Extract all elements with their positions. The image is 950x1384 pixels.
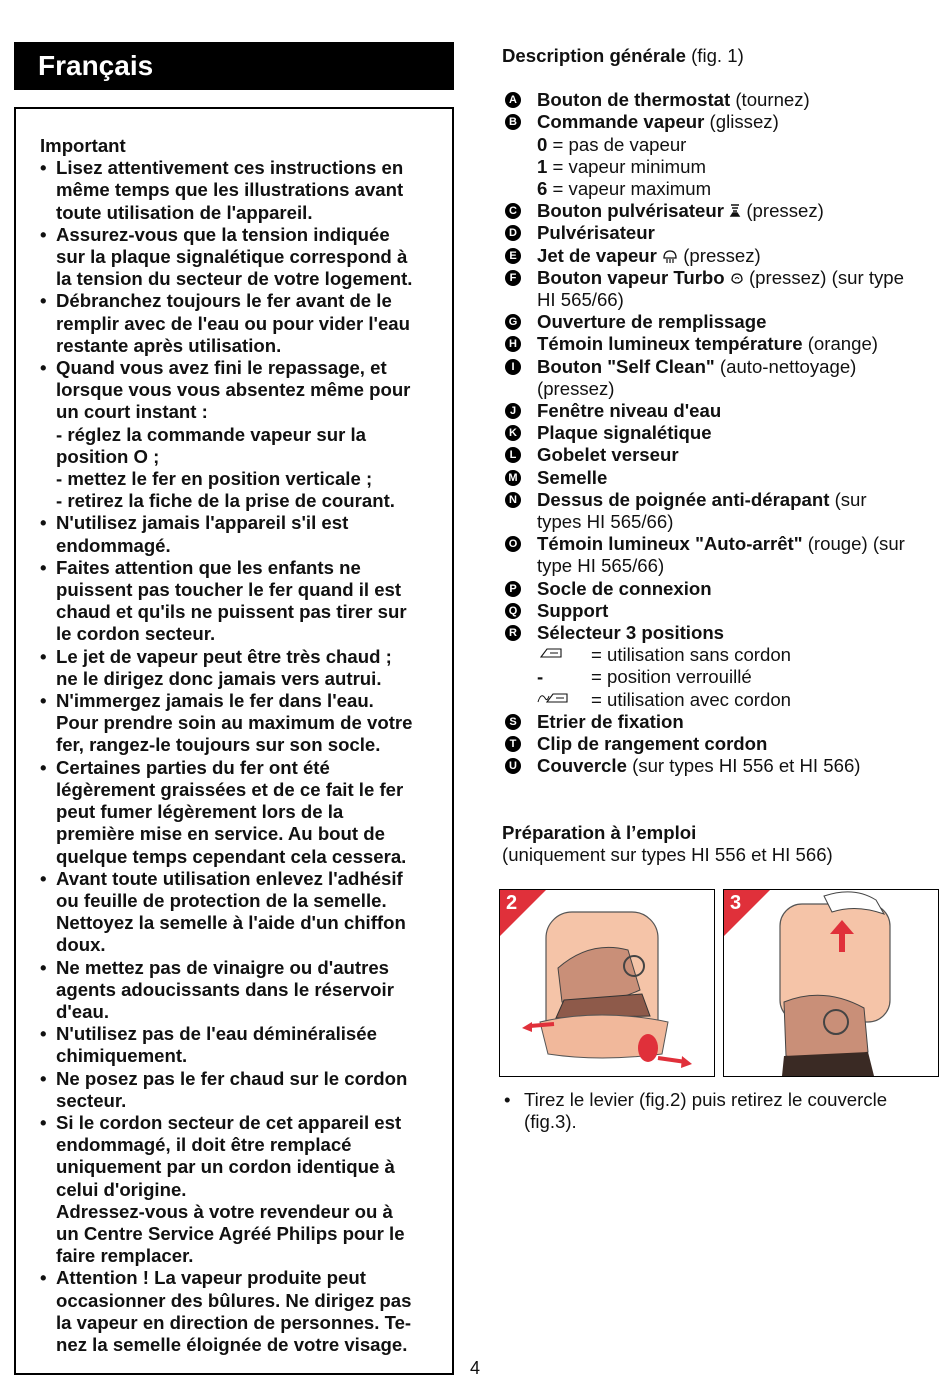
figure-3 <box>723 889 939 1077</box>
steam-level-text: = pas de vapeur <box>547 133 687 155</box>
component-letter-badge: R <box>505 625 521 641</box>
important-item-line: • Faites attention que les enfants ne <box>56 556 361 578</box>
component-line <box>537 422 942 444</box>
component-note: (sur types HI 556 et HI 566) <box>626 755 861 777</box>
component-item <box>502 489 942 533</box>
important-item-line: même temps que les illustrations avant <box>56 179 404 201</box>
component-letter-badge: U <box>505 758 521 774</box>
important-item-line: toute utilisation de l'appareil. <box>56 201 313 223</box>
selector-position <box>537 644 942 666</box>
component-letter-badge: A <box>505 92 521 108</box>
important-item-line: chaud et qu'ils ne puissent pas tirer sur <box>56 601 407 623</box>
steam-level-key: 6 <box>537 178 548 200</box>
important-item-line: restante après utilisation. <box>56 334 282 356</box>
important-list <box>40 157 432 1356</box>
important-item-line: occasionner des bûlures. Ne dirigez pas <box>56 1289 412 1311</box>
important-item <box>40 557 432 646</box>
component-letter-badge: S <box>505 714 521 730</box>
component-label: Bouton pulvérisateur <box>537 200 724 222</box>
preparation-section <box>502 822 942 866</box>
component-line <box>537 200 942 222</box>
important-item <box>40 868 432 957</box>
important-item <box>40 690 432 757</box>
component-letter-badge: T <box>505 736 521 752</box>
important-item-line: la vapeur en direction de personnes. Te- <box>56 1311 412 1333</box>
important-item <box>40 1112 432 1267</box>
steam-level-key: 0 <box>537 133 548 155</box>
important-item-line: position O ; <box>56 445 160 467</box>
important-item-line: agents adoucissants dans le réservoir <box>56 978 394 1000</box>
selector-position-text: = utilisation sans cordon <box>591 644 792 666</box>
component-line <box>537 356 942 378</box>
component-item <box>502 444 942 466</box>
component-note: (tournez) <box>730 89 810 111</box>
component-label: Support <box>537 599 609 621</box>
component-item <box>502 467 942 489</box>
component-item <box>502 333 942 355</box>
component-line <box>537 111 942 133</box>
component-note: (pressez) <box>741 200 824 222</box>
component-item <box>502 200 942 222</box>
component-line <box>537 267 942 289</box>
component-item <box>502 533 942 577</box>
component-note: (glissez) <box>704 111 779 133</box>
selector-position-text: = position verrouillé <box>591 666 752 688</box>
component-label: Bouton "Self Clean" <box>537 355 715 377</box>
important-item-line: peut fumer légèrement lors de la <box>56 801 344 823</box>
important-item-line: celui d'origine. <box>56 1178 187 1200</box>
selector-position <box>537 666 942 688</box>
component-letter-badge: Q <box>505 603 521 619</box>
component-letter-badge: K <box>505 425 521 441</box>
important-item-line: le cordon secteur. <box>56 623 216 645</box>
component-label: Jet de vapeur <box>537 244 657 266</box>
steam-level-text: = vapeur maximum <box>547 178 712 200</box>
component-note: (sur <box>829 488 867 510</box>
important-item-line: - retirez la fiche de la prise de courant. <box>56 490 395 512</box>
important-item-line: • Avant toute utilisation enlevez l'adhésif <box>56 867 403 889</box>
component-item <box>502 267 942 311</box>
component-item <box>502 111 942 200</box>
important-item <box>40 1023 432 1067</box>
spray-icon <box>724 200 741 221</box>
important-item-line: • N'immergez jamais le fer dans l'eau. <box>56 690 374 712</box>
component-label: Semelle <box>537 466 608 488</box>
component-letter-badge: B <box>505 114 521 130</box>
steam-level <box>537 134 942 156</box>
component-note-continued: type HI 565/66) <box>537 555 665 577</box>
component-letter-badge: D <box>505 225 521 241</box>
component-label: Bouton de thermostat <box>537 89 731 111</box>
component-line <box>537 578 942 600</box>
important-item-line: lorsque vous vous absentez même pour <box>56 379 411 401</box>
important-item-line: ne le dirigez donc jamais vers autrui. <box>56 667 382 689</box>
component-item <box>502 755 942 777</box>
component-letter-badge: G <box>505 314 521 330</box>
important-item-line: • Attention ! La vapeur produite peut <box>56 1267 366 1289</box>
component-item <box>502 400 942 422</box>
component-line <box>537 711 942 733</box>
important-item-line: Adressez-vous à votre revendeur ou à <box>56 1200 393 1222</box>
important-item <box>40 290 432 357</box>
figure-2-number: 2 <box>500 890 548 938</box>
component-line <box>537 222 942 244</box>
important-item-line: d'eau. <box>56 1000 109 1022</box>
steam-level-key: 1 <box>537 155 548 177</box>
important-item-line: quelque temps cependant cela cessera. <box>56 845 407 867</box>
important-item-line: un court instant : <box>56 401 208 423</box>
important-item-line: un Centre Service Agréé Philips pour le <box>56 1222 405 1244</box>
important-item-line: • Quand vous avez fini le repassage, et <box>56 357 387 379</box>
component-label: Sélecteur 3 positions <box>537 622 725 644</box>
language-header: Français <box>14 42 454 90</box>
important-item-line: chimiquement. <box>56 1045 188 1067</box>
component-label: Etrier de fixation <box>537 710 684 732</box>
component-letter-badge: I <box>505 359 521 375</box>
important-item-line: ou feuille de protection de la semelle. <box>56 889 387 911</box>
component-letter-badge: L <box>505 447 521 463</box>
figure-3-number: 3 <box>724 890 772 938</box>
component-line <box>537 444 942 466</box>
important-item-line: Nettoyez la semelle à l'aide d'un chiffon <box>56 912 406 934</box>
important-item-line: sur la plaque signalétique correspond à <box>56 246 408 268</box>
important-item-line: • Lisez attentivement ces instructions en <box>56 157 404 179</box>
important-item-line: nez la semelle éloignée de votre visage. <box>56 1333 408 1355</box>
important-item <box>40 512 432 556</box>
component-label: Plaque signalétique <box>537 422 712 444</box>
important-heading: Important <box>40 135 126 156</box>
important-item-line: fer, rangez-le toujours sur son socle. <box>56 734 381 756</box>
important-item-line: • Assurez-vous que la tension indiquée <box>56 223 390 245</box>
preparation-title: Préparation à l’emploi <box>502 821 697 843</box>
important-item-line: première mise en service. Au bout de <box>56 823 385 845</box>
important-item-line: • Certaines parties du fer ont été <box>56 756 330 778</box>
preparation-note <box>504 1089 950 1133</box>
component-label: Dessus de poignée anti-dérapant <box>537 488 830 510</box>
figures <box>499 889 940 1077</box>
component-label: Témoin lumineux température <box>537 333 803 355</box>
component-item <box>502 222 942 244</box>
component-label: Bouton vapeur Turbo <box>537 266 725 288</box>
important-item-line: uniquement par un cordon identique à <box>56 1156 395 1178</box>
component-line <box>537 533 942 555</box>
component-line <box>537 733 942 755</box>
important-item-line: • Si le cordon secteur de cet appareil est <box>56 1111 402 1133</box>
lock-position-symbol: - <box>537 666 544 688</box>
important-item-line: - mettez le fer en position verticale ; <box>56 468 373 490</box>
important-item-line: • Le jet de vapeur peut être très chaud ; <box>56 645 392 667</box>
component-line <box>537 311 942 333</box>
component-letter-badge: C <box>505 203 521 219</box>
component-label: Ouverture de remplissage <box>537 311 767 333</box>
important-item-line: légèrement graissées et de ce fait le fer <box>56 778 404 800</box>
component-label: Témoin lumineux "Auto-arrêt" <box>537 533 803 555</box>
component-label: Socle de connexion <box>537 577 712 599</box>
important-item-line: • Débranchez toujours le fer avant de le <box>56 290 392 312</box>
component-letter-badge: P <box>505 581 521 597</box>
important-item <box>40 1267 432 1356</box>
cordless-iron-icon <box>537 644 577 666</box>
component-letter-badge: J <box>505 403 521 419</box>
important-item-line: endommagé. <box>56 534 171 556</box>
component-line <box>537 755 942 777</box>
component-note: (orange) <box>802 333 878 355</box>
important-item-line: endommagé, il doit être remplacé <box>56 1134 352 1156</box>
important-item <box>40 1068 432 1112</box>
component-line <box>537 600 942 622</box>
component-item <box>502 245 942 267</box>
important-item <box>40 646 432 690</box>
component-item <box>502 356 942 400</box>
important-item-line: remplir avec de l'eau ou pour vider l'eau <box>56 312 410 334</box>
important-item-line: • N'utilisez pas de l'eau déminéralisée <box>56 1023 377 1045</box>
important-item <box>40 224 432 291</box>
important-item-line: faire remplacer. <box>56 1245 194 1267</box>
component-note-continued: (pressez) <box>537 377 615 399</box>
component-letter-badge: H <box>505 336 521 352</box>
component-note-continued: HI 565/66) <box>537 289 624 311</box>
turbo-icon <box>725 267 744 288</box>
component-letter-badge: O <box>505 536 521 552</box>
note-line: • Tirez le levier (fig.2) puis retirez le couvercle <box>524 1089 888 1110</box>
selector-position <box>537 689 942 711</box>
important-item-line: la tension du secteur de votre logement. <box>56 268 413 290</box>
component-line <box>537 467 942 489</box>
selector-position-text: = utilisation avec cordon <box>591 688 792 710</box>
important-item <box>40 957 432 1024</box>
component-label: Clip de rangement cordon <box>537 733 768 755</box>
component-note-continued: types HI 565/66) <box>537 511 674 533</box>
important-item-line: • Ne posez pas le fer chaud sur le cordon <box>56 1067 408 1089</box>
component-letter-badge: F <box>505 270 521 286</box>
component-line <box>537 622 942 644</box>
component-label: Fenêtre niveau d'eau <box>537 400 722 422</box>
steam-level-text: = vapeur minimum <box>547 155 706 177</box>
component-note: (rouge) (sur <box>802 533 905 555</box>
component-letter-badge: E <box>505 248 521 264</box>
page-number: 4 <box>470 1358 481 1378</box>
preparation-subtitle: (uniquement sur types HI 556 et HI 566) <box>502 843 833 865</box>
right-column <box>502 45 942 866</box>
important-item <box>40 157 432 224</box>
figure-2 <box>499 889 715 1077</box>
component-label: Commande vapeur <box>537 111 705 133</box>
component-note: (pressez) <box>678 244 761 266</box>
component-line <box>537 489 942 511</box>
important-item-line: Pour prendre soin au maximum de votre <box>56 712 413 734</box>
component-item <box>502 733 942 755</box>
component-letter-badge: N <box>505 492 521 508</box>
component-line <box>537 245 942 267</box>
component-line <box>537 89 942 111</box>
component-label: Gobelet verseur <box>537 444 679 466</box>
component-item <box>502 422 942 444</box>
component-label: Couvercle <box>537 755 627 777</box>
note-line: (fig.3). <box>524 1111 577 1133</box>
component-item <box>502 311 942 333</box>
steam-level <box>537 178 942 200</box>
important-item-line: • N'utilisez jamais l'appareil s'il est <box>56 512 349 534</box>
component-note: (pressez) (sur type <box>743 266 904 288</box>
description-title: Description générale (fig. 1) <box>502 45 744 66</box>
steam-icon <box>657 245 678 266</box>
important-item-line: secteur. <box>56 1089 127 1111</box>
component-letter-badge: M <box>505 470 521 486</box>
component-item <box>502 622 942 711</box>
component-item <box>502 89 942 111</box>
component-item <box>502 578 942 600</box>
component-note: (auto-nettoyage) <box>714 355 857 377</box>
important-item-line: - réglez la commande vapeur sur la <box>56 423 367 445</box>
component-item <box>502 711 942 733</box>
important-item <box>40 757 432 868</box>
component-label: Pulvérisateur <box>537 222 655 244</box>
important-item-line: puissent pas toucher le fer quand il est <box>56 579 402 601</box>
steam-level <box>537 156 942 178</box>
component-line <box>537 400 942 422</box>
component-list <box>502 89 942 777</box>
important-item-line: • Ne mettez pas de vinaigre ou d'autres <box>56 956 390 978</box>
important-item-line: doux. <box>56 934 106 956</box>
corded-iron-icon <box>537 689 577 711</box>
component-item <box>502 600 942 622</box>
important-box <box>14 107 454 1375</box>
component-line <box>537 333 942 355</box>
important-item <box>40 357 432 512</box>
